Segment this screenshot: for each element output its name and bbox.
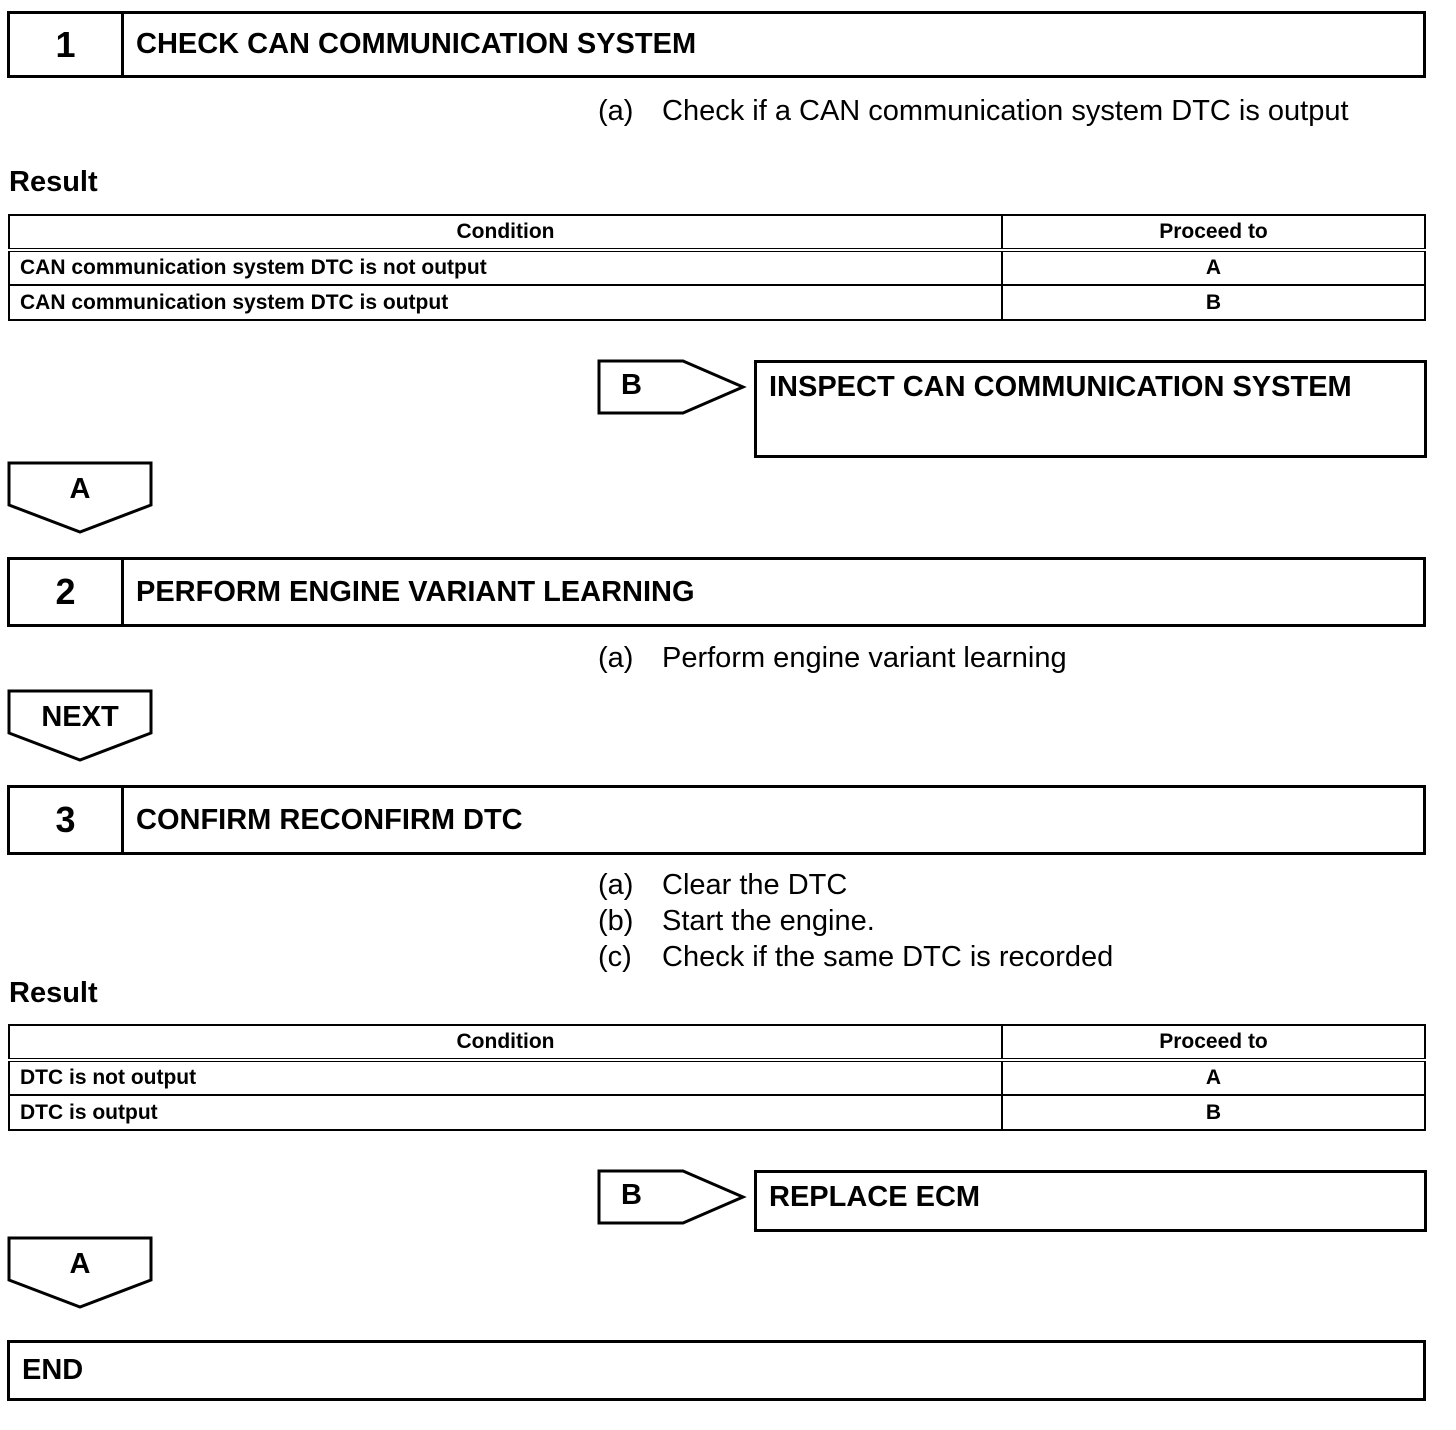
step-1-header: [7, 11, 1426, 78]
arrow-label: A: [69, 473, 91, 505]
step-number: 1: [10, 14, 124, 75]
substep-label: (c): [598, 941, 632, 973]
branch-arrow-icon: [597, 1169, 747, 1227]
proceed-cell: A: [1002, 1060, 1425, 1095]
column-header-condition: Condition: [9, 1025, 1002, 1060]
substep-text: Perform engine variant learning: [662, 642, 1067, 674]
step-title: CONFIRM RECONFIRM DTC: [136, 803, 523, 836]
substep-text: Clear the DTC: [662, 869, 848, 901]
condition-cell: CAN communication system DTC is not output: [9, 250, 1002, 285]
table-row: [9, 1060, 1425, 1095]
step-2-header: [7, 557, 1426, 627]
step-3-header: [7, 785, 1426, 855]
branch-target-box: REPLACE ECM: [754, 1170, 1427, 1232]
branch-b-tag: [597, 359, 747, 417]
column-header-proceed: Proceed to: [1002, 215, 1425, 250]
branch-arrow-icon: [597, 359, 747, 417]
next-a-arrow: [7, 461, 153, 535]
table-row: [9, 285, 1425, 320]
substep: [598, 867, 847, 903]
table-row: [9, 1095, 1425, 1130]
branch-label: B: [621, 369, 642, 401]
column-header-proceed: Proceed to: [1002, 1025, 1425, 1060]
branch-b-tag: [597, 1169, 747, 1227]
result-heading: Result: [9, 977, 98, 1009]
substep-label: (a): [598, 869, 634, 901]
substep-text: Start the engine.: [662, 905, 875, 937]
substep-text: Check if a CAN communication system DTC is output: [662, 95, 1349, 127]
branch-label: B: [621, 1179, 642, 1211]
step-number: 2: [10, 560, 124, 624]
substep-label: (a): [598, 642, 634, 674]
column-header-condition: Condition: [9, 215, 1002, 250]
substep-label: (a): [598, 95, 634, 127]
result-table: [8, 214, 1426, 321]
substep: [598, 93, 1349, 129]
step-title: CHECK CAN COMMUNICATION SYSTEM: [136, 28, 697, 60]
next-a-arrow: [7, 1236, 153, 1310]
condition-cell: DTC is not output: [9, 1060, 1002, 1095]
condition-cell: CAN communication system DTC is output: [9, 285, 1002, 320]
proceed-cell: A: [1002, 250, 1425, 285]
step-title: PERFORM ENGINE VARIANT LEARNING: [136, 575, 695, 608]
next-arrow: [7, 689, 153, 763]
branch-target-box: INSPECT CAN COMMUNICATION SYSTEM: [754, 360, 1427, 458]
substep: [598, 939, 1113, 975]
table-header-row: [9, 215, 1425, 250]
substep-text: Check if the same DTC is recorded: [662, 941, 1114, 973]
table-row: [9, 250, 1425, 285]
arrow-label: A: [69, 1248, 91, 1280]
substep: [598, 640, 1067, 676]
result-table: [8, 1024, 1426, 1131]
condition-cell: DTC is output: [9, 1095, 1002, 1130]
proceed-cell: B: [1002, 285, 1425, 320]
proceed-cell: B: [1002, 1095, 1425, 1130]
substep: [598, 903, 875, 939]
arrow-label: NEXT: [41, 701, 119, 733]
step-number: 3: [10, 788, 124, 852]
table-header-row: [9, 1025, 1425, 1060]
end-box: END: [7, 1340, 1426, 1401]
substep-label: (b): [598, 905, 634, 937]
result-heading: Result: [9, 166, 98, 198]
